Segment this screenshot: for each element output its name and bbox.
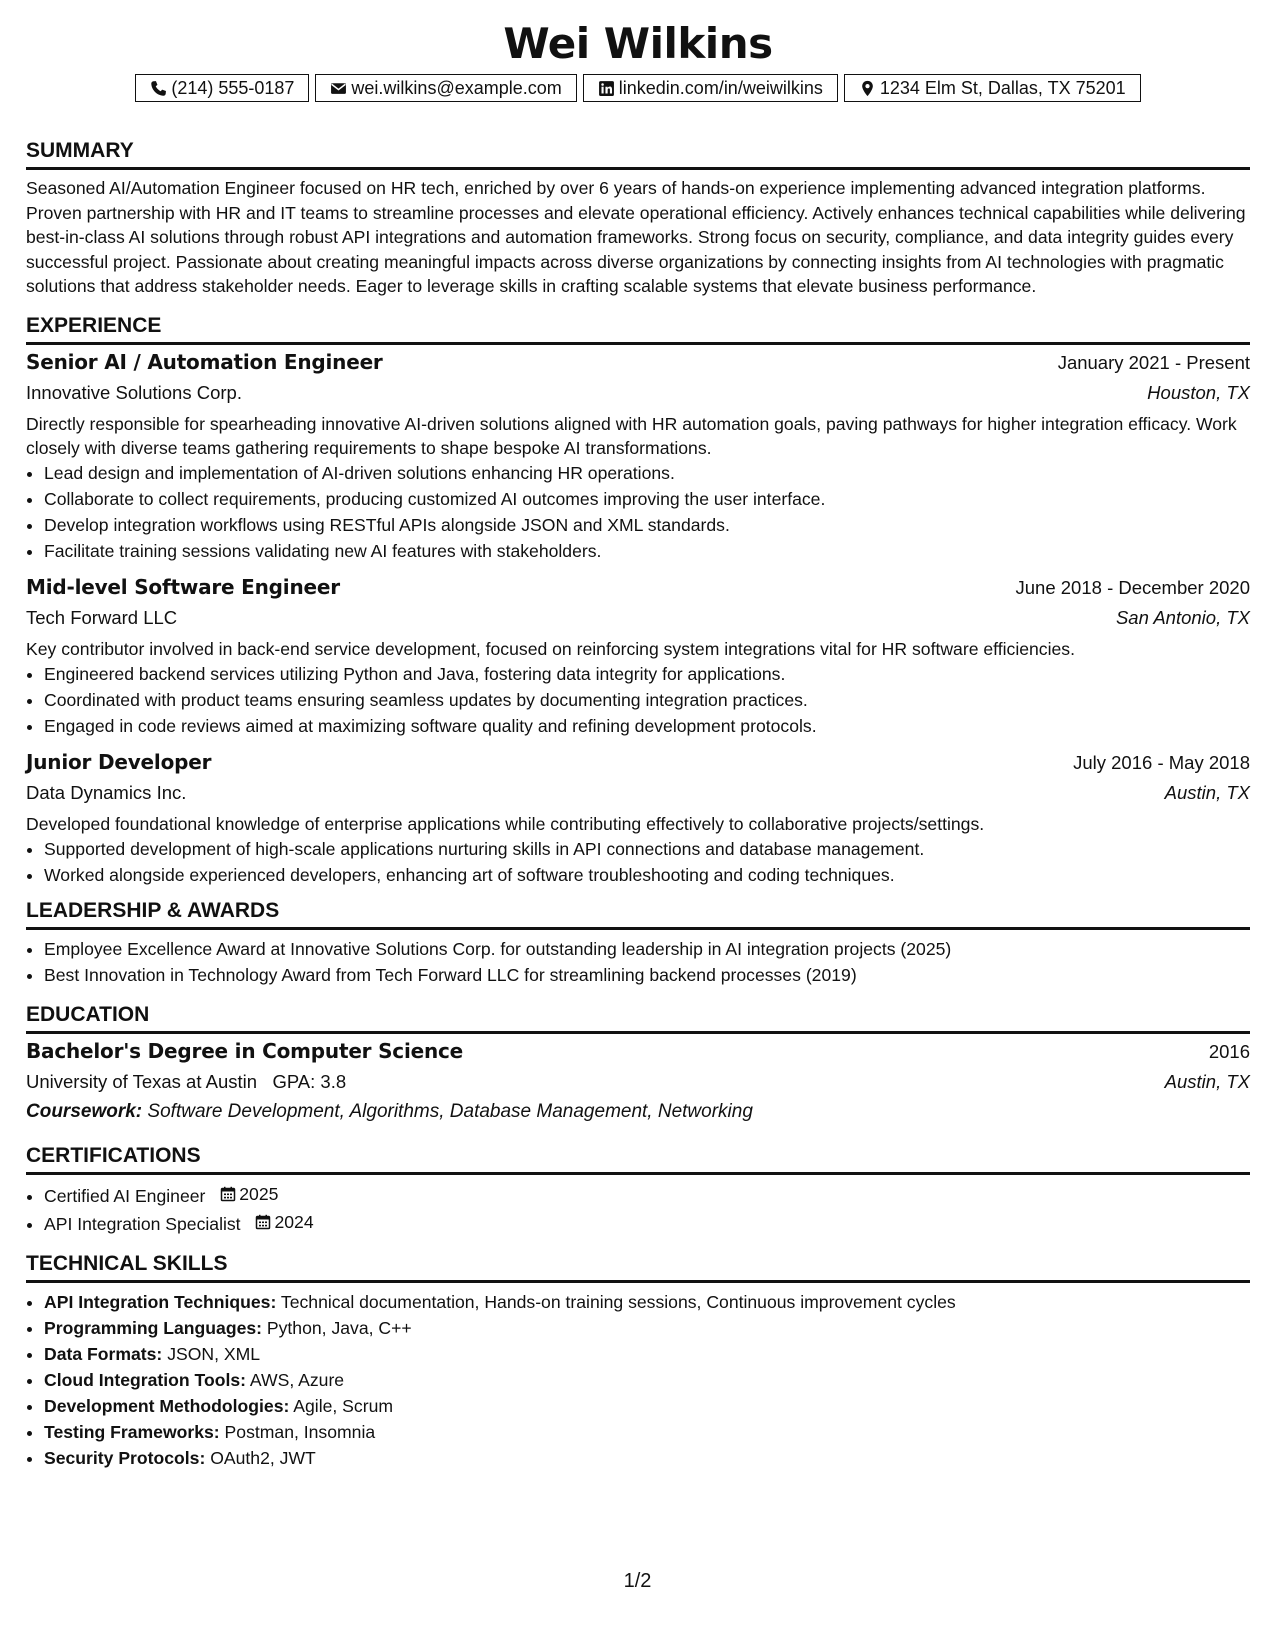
job-bullets bbox=[26, 836, 1250, 888]
section-title: EDUCATION bbox=[26, 1002, 1250, 1034]
list-item bbox=[44, 1289, 1250, 1315]
job-location: San Antonio, TX bbox=[1115, 606, 1250, 628]
skill-value: Agile, Scrum bbox=[293, 1395, 394, 1416]
school-location: Austin, TX bbox=[1164, 1070, 1250, 1092]
list-item: • Collaborate to collect requirements, producing customized AI outcomes improving the user interface. bbox=[44, 486, 1250, 512]
list-item bbox=[44, 1209, 1250, 1237]
job-dates: July 2016 - May 2018 bbox=[1073, 751, 1250, 773]
job-company: Innovative Solutions Corp. bbox=[26, 381, 242, 403]
section-title: LEADERSHIP & AWARDS bbox=[26, 898, 1250, 930]
job-bullets bbox=[26, 661, 1250, 739]
job-company: Data Dynamics Inc. bbox=[26, 781, 187, 803]
skill-value: Python, Java, C++ bbox=[266, 1317, 412, 1338]
cert-year: 2025 bbox=[239, 1183, 279, 1204]
skill-label: Programming Languages: bbox=[44, 1317, 262, 1338]
skill-value: Technical documentation, Hands-on training sessions, Continuous improvement cycles bbox=[280, 1291, 956, 1312]
job-entry bbox=[26, 347, 1250, 564]
section-title: SUMMARY bbox=[26, 138, 1250, 170]
degree-title: Bachelor's Degree in Computer Science bbox=[26, 1038, 464, 1063]
list-item bbox=[44, 1341, 1250, 1367]
job-title: Senior AI / Automation Engineer bbox=[26, 349, 383, 374]
school-name: University of Texas at Austin bbox=[26, 1070, 258, 1092]
envelope-icon bbox=[330, 80, 347, 97]
map-marker-icon bbox=[859, 80, 876, 97]
skill-label: Data Formats: bbox=[44, 1343, 163, 1364]
graduation-year: 2016 bbox=[1208, 1040, 1250, 1062]
job-entry bbox=[26, 747, 1250, 888]
list-item: • Develop integration workflows using RESTful APIs alongside JSON and XML standards. bbox=[44, 512, 1250, 538]
contact-bar bbox=[26, 74, 1250, 102]
certifications-list bbox=[26, 1181, 1250, 1237]
job-dates: June 2018 - December 2020 bbox=[1015, 576, 1250, 598]
contact-address[interactable] bbox=[844, 74, 1141, 102]
linkedin-icon bbox=[598, 80, 615, 97]
job-description: Key contributor involved in back-end service development, focused on reinforcing system integrations vital for HR software efficiencies. bbox=[26, 638, 1075, 659]
section-title: EXPERIENCE bbox=[26, 313, 1250, 345]
list-item bbox=[44, 1315, 1250, 1341]
experience-section bbox=[26, 313, 1250, 888]
job-description: Directly responsible for spearheading innovative AI-driven solutions aligned with HR automation goals, paving pathways for higher integration efficacy. Work closely with diverse teams gathering requirements to shape bespoke AI transformations. bbox=[26, 413, 1237, 458]
list-item: • Supported development of high-scale applications nurturing skills in API connections and database management. bbox=[44, 836, 1250, 862]
job-company: Tech Forward LLC bbox=[26, 606, 178, 628]
phone-icon bbox=[150, 80, 167, 97]
calendar-icon bbox=[255, 1214, 271, 1230]
list-item: • Worked alongside experienced developers, enhancing art of software troubleshooting and coding techniques. bbox=[44, 862, 1250, 888]
linkedin-text: linkedin.com/in/weiwilkins bbox=[618, 77, 823, 98]
list-item: • Lead design and implementation of AI-driven solutions enhancing HR operations. bbox=[44, 460, 1250, 486]
address-text: 1234 Elm St, Dallas, TX 75201 bbox=[879, 77, 1126, 98]
calendar-icon bbox=[220, 1186, 236, 1202]
coursework-list: Software Development, Algorithms, Database Management, Networking bbox=[147, 1100, 753, 1122]
contact-linkedin[interactable] bbox=[583, 74, 838, 102]
gpa: GPA: 3.8 bbox=[272, 1070, 347, 1092]
skill-label: Security Protocols: bbox=[44, 1447, 206, 1468]
cert-date bbox=[255, 1209, 313, 1235]
cert-name: Certified AI Engineer bbox=[44, 1185, 206, 1206]
section-title: CERTIFICATIONS bbox=[26, 1143, 1250, 1175]
page-number: 1/2 bbox=[623, 1570, 652, 1592]
skill-label: API Integration Techniques: bbox=[44, 1291, 277, 1312]
contact-email[interactable] bbox=[315, 74, 576, 102]
list-item bbox=[44, 1367, 1250, 1393]
awards-list bbox=[26, 936, 1250, 988]
job-description: Developed foundational knowledge of enterprise applications while contributing effectively to collaborative projects/settings. bbox=[26, 813, 985, 834]
job-location: Houston, TX bbox=[1147, 381, 1250, 403]
list-item: • Best Innovation in Technology Award from Tech Forward LLC for streamlining backend processes (2019) bbox=[44, 962, 1250, 988]
cert-date bbox=[220, 1181, 278, 1207]
cert-name: API Integration Specialist bbox=[44, 1213, 241, 1234]
coursework bbox=[26, 1097, 1250, 1127]
skill-value: Postman, Insomnia bbox=[224, 1421, 376, 1442]
coursework-label: Coursework: bbox=[26, 1100, 143, 1122]
certifications-section bbox=[26, 1143, 1250, 1237]
list-item: • Employee Excellence Award at Innovative Solutions Corp. for outstanding leadership in AI integration projects (2025) bbox=[44, 936, 1250, 962]
list-item: • Engineered backend services utilizing Python and Java, fostering data integrity for applications. bbox=[44, 661, 1250, 687]
leadership-section bbox=[26, 898, 1250, 988]
list-item bbox=[44, 1419, 1250, 1445]
list-item: • Facilitate training sessions validating new AI features with stakeholders. bbox=[44, 538, 1250, 564]
skill-value: JSON, XML bbox=[167, 1343, 261, 1364]
job-entry bbox=[26, 572, 1250, 739]
list-item: • Coordinated with product teams ensuring seamless updates by documenting integration practices. bbox=[44, 687, 1250, 713]
job-dates: January 2021 - Present bbox=[1057, 351, 1250, 373]
job-title: Junior Developer bbox=[26, 749, 212, 774]
cert-year: 2024 bbox=[274, 1211, 314, 1232]
skill-label: Testing Frameworks: bbox=[44, 1421, 220, 1442]
list-item bbox=[44, 1393, 1250, 1419]
education-section bbox=[26, 1002, 1250, 1127]
job-location: Austin, TX bbox=[1164, 781, 1250, 803]
skill-label: Development Methodologies: bbox=[44, 1395, 290, 1416]
list-item bbox=[44, 1181, 1250, 1209]
summary-text: Seasoned AI/Automation Engineer focused on HR tech, enriched by over 6 years of hands-on experience implementing advanced integration platforms. Proven partnership with HR and IT teams to streamline processes and elevate operational efficiency. Actively enhances technical capabilities while delivering best-in-class AI solutions through robust API integrations and automation frameworks. Strong focus on security, compliance, and data integrity guides every successful project. Passionate about creating meaningful impacts across diverse organizations by connecting insights from AI technologies with pragmatic solutions that address stakeholder needs. Eager to leverage skills in crafting scalable systems that elevate business performance. bbox=[26, 178, 1246, 296]
skill-value: AWS, Azure bbox=[249, 1369, 345, 1390]
phone-text: (214) 555-0187 bbox=[171, 77, 295, 98]
section-title: TECHNICAL SKILLS bbox=[26, 1251, 1250, 1283]
skills-list bbox=[26, 1289, 1250, 1471]
skill-label: Cloud Integration Tools: bbox=[44, 1369, 246, 1390]
job-bullets bbox=[26, 460, 1250, 564]
skill-value: OAuth2, JWT bbox=[210, 1447, 316, 1468]
resume-page bbox=[26, 18, 1250, 1471]
contact-phone[interactable] bbox=[135, 74, 309, 102]
list-item: • Engaged in code reviews aimed at maximizing software quality and refining development protocols. bbox=[44, 713, 1250, 739]
skills-section bbox=[26, 1251, 1250, 1471]
email-text: wei.wilkins@example.com bbox=[351, 77, 562, 98]
candidate-name: Wei Wilkins bbox=[503, 19, 773, 68]
school-info bbox=[26, 1067, 346, 1097]
list-item bbox=[44, 1445, 1250, 1471]
summary-section bbox=[26, 138, 1250, 299]
job-title: Mid-level Software Engineer bbox=[26, 574, 340, 599]
